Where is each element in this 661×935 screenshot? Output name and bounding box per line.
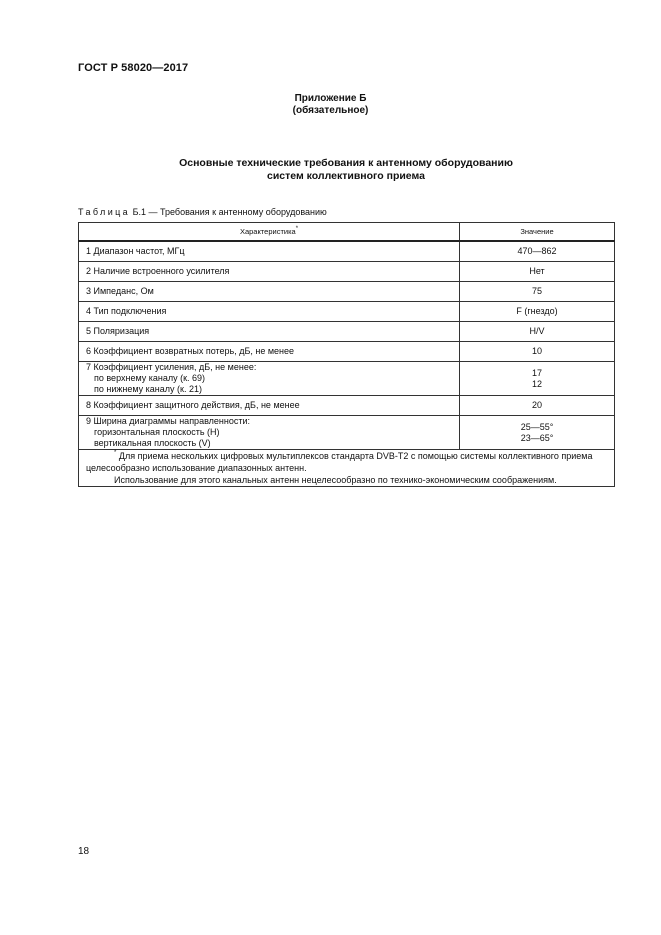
table-row bbox=[79, 302, 615, 322]
characteristic-sub-item: по верхнему каналу (к. 69) bbox=[94, 373, 206, 383]
footnote-paragraph: Использование для этого канальных антенн нецелесообразно по технико-экономическим соображениям. bbox=[114, 475, 557, 485]
table-row bbox=[79, 416, 615, 450]
value-line: 12 bbox=[531, 378, 542, 389]
value-cell bbox=[460, 416, 615, 450]
header-characteristic-label: Характеристика bbox=[239, 227, 296, 236]
value-line: 23—65° bbox=[520, 432, 554, 443]
table-row bbox=[79, 322, 615, 342]
appendix-title: Приложение Б bbox=[294, 93, 367, 104]
table-header-row bbox=[79, 223, 615, 242]
table-footnote bbox=[79, 450, 615, 487]
table-footnote-row bbox=[79, 450, 615, 487]
characteristic-cell: 3 Импеданс, Ом bbox=[79, 282, 460, 302]
table-row bbox=[79, 241, 615, 262]
header-characteristic bbox=[79, 223, 460, 242]
value-line: 17 bbox=[531, 367, 542, 378]
table-row bbox=[79, 342, 615, 362]
table-row bbox=[79, 396, 615, 416]
footnote-mark: * bbox=[114, 450, 117, 456]
table-row bbox=[79, 262, 615, 282]
characteristic-sub-item: вертикальная плоскость (V) bbox=[94, 438, 211, 448]
section-title-line-2: систем коллективного приема bbox=[267, 170, 425, 182]
document-standard-number: ГОСТ Р 58020—2017 bbox=[78, 62, 189, 74]
characteristic-label: 7 Коэффициент усиления, дБ, не менее: bbox=[86, 362, 257, 372]
characteristic-cell: 4 Тип подключения bbox=[79, 302, 460, 322]
characteristic-label: 9 Ширина диаграммы направленности: bbox=[86, 416, 250, 426]
value-line: 25—55° bbox=[520, 421, 554, 432]
characteristic-cell: 5 Поляризация bbox=[79, 322, 460, 342]
value-cell: 75 bbox=[460, 282, 615, 302]
value-cell: 10 bbox=[460, 342, 615, 362]
characteristic-cell: 8 Коэффициент защитного действия, дБ, не менее bbox=[79, 396, 460, 416]
footnote-paragraph bbox=[86, 450, 607, 474]
appendix-status: (обязательное) bbox=[292, 105, 369, 116]
value-cell: 20 bbox=[460, 396, 615, 416]
value-cell: H/V bbox=[460, 322, 615, 342]
table-caption-text: Б.1 — Требования к антенному оборудованию bbox=[130, 207, 327, 217]
characteristic-sub-item: по нижнему каналу (к. 21) bbox=[94, 384, 202, 394]
characteristic-cell: 6 Коэффициент возвратных потерь, дБ, не менее bbox=[79, 342, 460, 362]
value-cell: 470—862 bbox=[460, 241, 615, 262]
section-title bbox=[0, 157, 661, 183]
appendix-heading bbox=[0, 93, 661, 117]
value-cell: F (гнездо) bbox=[460, 302, 615, 322]
characteristic-cell: 2 Наличие встроенного усилителя bbox=[79, 262, 460, 282]
characteristic-cell: 1 Диапазон частот, МГц bbox=[79, 241, 460, 262]
section-title-line-1: Основные технические требования к антенному оборудованию bbox=[179, 157, 513, 169]
value-cell: Нет bbox=[460, 262, 615, 282]
value-cell bbox=[460, 362, 615, 396]
table-row bbox=[79, 362, 615, 396]
characteristic-cell bbox=[79, 362, 460, 396]
page-number: 18 bbox=[78, 846, 90, 857]
table-caption bbox=[78, 207, 327, 217]
characteristic-sub-item: горизонтальная плоскость (H) bbox=[94, 427, 220, 437]
table-caption-prefix: Таблица bbox=[78, 207, 131, 217]
footnote-reference: * bbox=[295, 226, 299, 232]
header-value: Значение bbox=[460, 223, 615, 242]
table-row bbox=[79, 282, 615, 302]
characteristic-cell bbox=[79, 416, 460, 450]
footnote-text: Для приема нескольких цифровых мультиплексов стандарта DVB-T2 с помощью системы коллективного приема целесообразно использование диапазонных антенн. bbox=[86, 451, 593, 473]
requirements-table bbox=[78, 222, 615, 487]
